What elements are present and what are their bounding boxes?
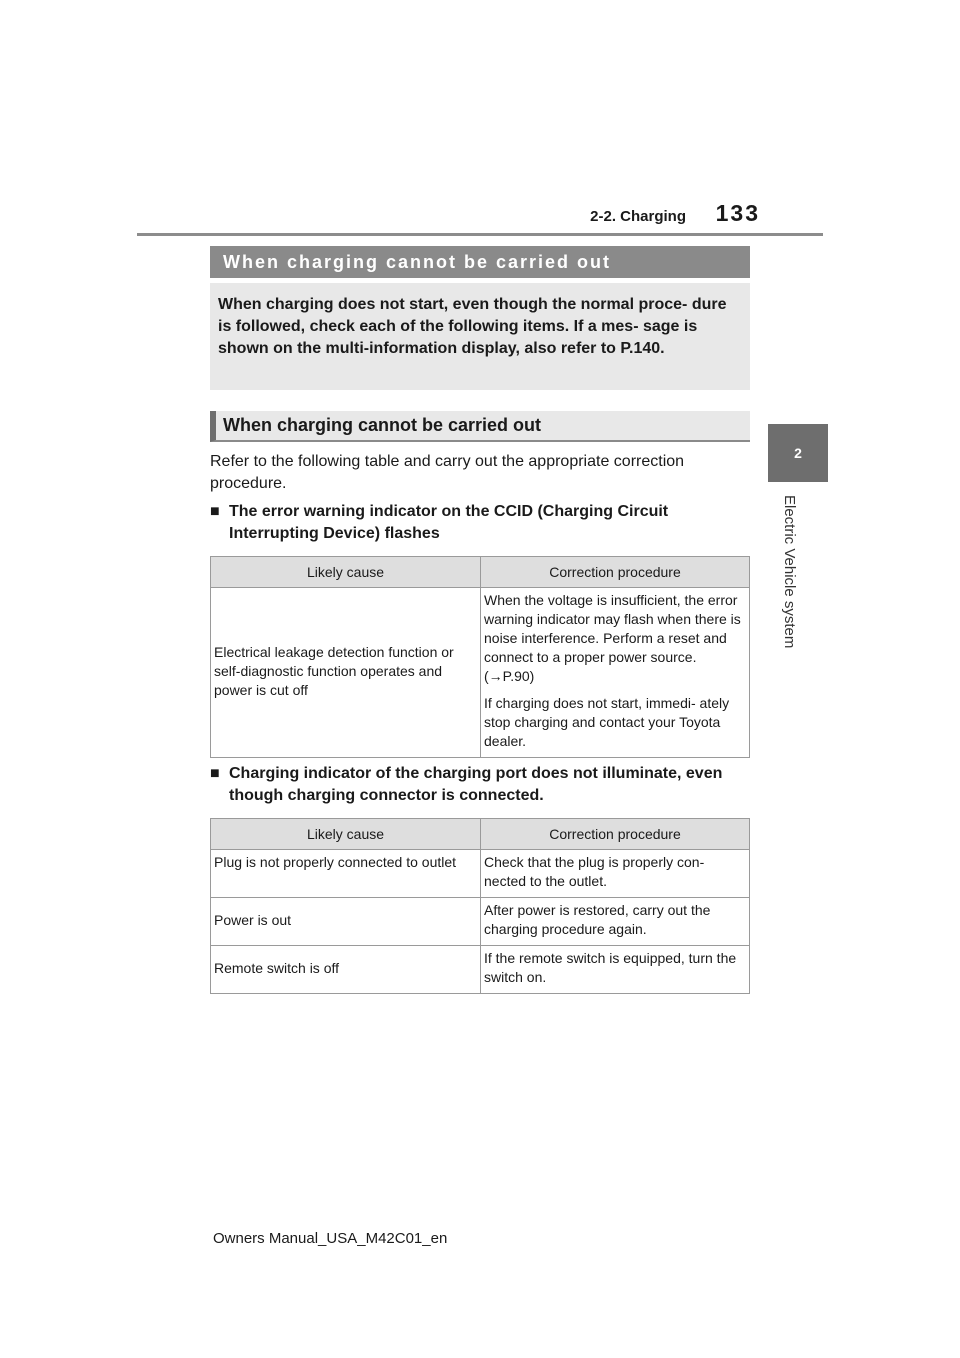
intro-box: When charging does not start, even though the normal proce- dure is followed, check each of the following items. If a mes- sage is shown on the multi-information display, also refer to P.140. xyxy=(210,283,750,390)
chapter-title: Electric Vehicle system xyxy=(781,495,798,649)
case1-heading-text: The error warning indicator on the CCID (Charging Circuit Interrupting Device) flashes xyxy=(229,503,669,542)
table-header-row xyxy=(211,819,750,850)
section-banner: When charging cannot be carried out xyxy=(210,246,750,278)
case1-heading xyxy=(210,501,750,545)
subsection-heading: When charging cannot be carried out xyxy=(210,411,750,442)
chapter-tab: 2 xyxy=(768,424,828,482)
case2-heading-text: Charging indicator of the charging port does not illuminate, even though charging connector is connected. xyxy=(229,765,723,804)
cause-cell: Plug is not properly connected to outlet xyxy=(211,850,481,898)
procedure-cell xyxy=(481,588,750,758)
procedure-cell: If the remote switch is equipped, turn the switch on. xyxy=(481,946,750,994)
procedure-cell: Check that the plug is properly con- nected to the outlet. xyxy=(481,850,750,898)
bullet-square-icon: ■ xyxy=(210,503,220,520)
page-number: 133 xyxy=(715,200,760,226)
subsection-body: Refer to the following table and carry out the appropriate correction procedure. xyxy=(210,453,685,492)
column-header-cause: Likely cause xyxy=(211,557,481,588)
procedure-cell: After power is restored, carry out the charging procedure again. xyxy=(481,898,750,946)
table-row xyxy=(211,588,750,758)
procedure-paragraph: If charging does not start, immedi- ately stop charging and contact your Toyota dealer. xyxy=(484,695,730,749)
case2-table xyxy=(210,818,750,994)
table-row xyxy=(211,898,750,946)
column-header-procedure: Correction procedure xyxy=(481,557,750,588)
column-header-procedure: Correction procedure xyxy=(481,819,750,850)
bullet-square-icon: ■ xyxy=(210,765,220,782)
case2-heading xyxy=(210,763,750,807)
table-header-row xyxy=(211,557,750,588)
column-header-cause: Likely cause xyxy=(211,819,481,850)
case1-table xyxy=(210,556,750,758)
cause-cell: Remote switch is off xyxy=(211,946,481,994)
header-section-title: 2-2. Charging xyxy=(590,208,686,225)
table-row xyxy=(211,946,750,994)
procedure-paragraph: When the voltage is insufficient, the error warning indicator may flash when there is noise interference. Perform a reset and connect to a proper power source. (→P.90) xyxy=(484,592,741,684)
cause-cell: Power is out xyxy=(211,898,481,946)
cause-cell: Electrical leakage detection function or self-diagnostic function operates and power is cut off xyxy=(211,588,481,758)
footer-document-id: Owners Manual_USA_M42C01_en xyxy=(213,1230,448,1247)
table-row xyxy=(211,850,750,898)
header-divider xyxy=(137,233,823,236)
